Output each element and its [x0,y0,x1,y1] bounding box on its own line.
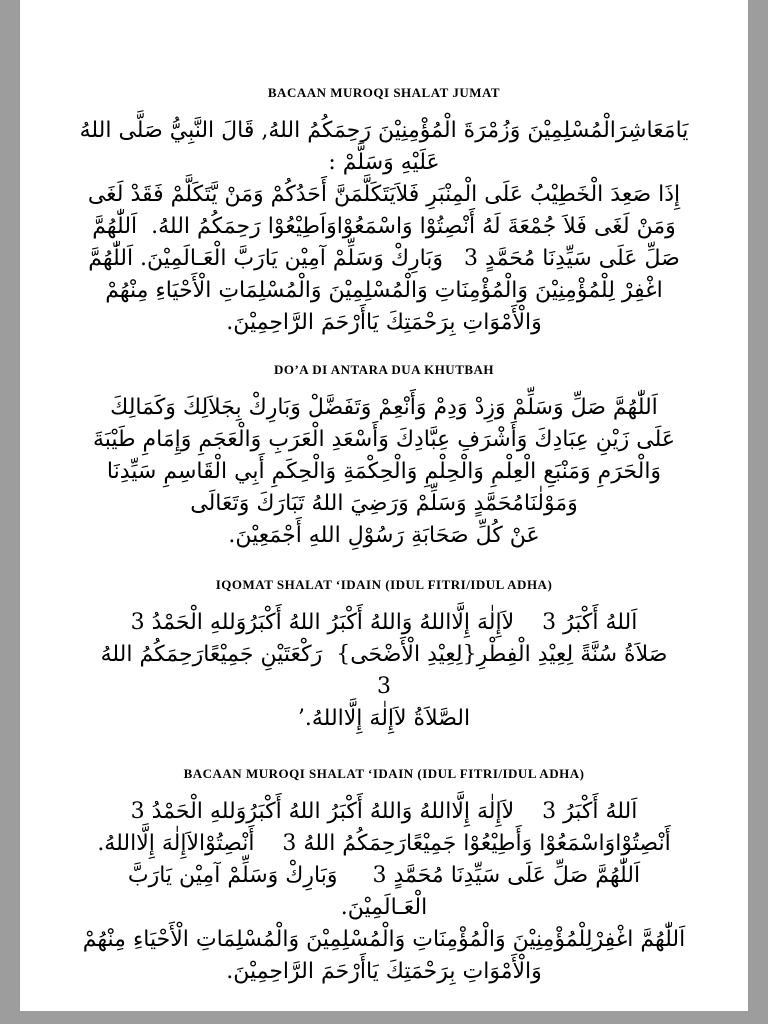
arabic-line: إِذَا صَعِدَ الْخَطِيْبُ عَلَى الْمِنْبَرِ فَلاَيَتَكَلَّمَنَّ أَحَدُكُمْ وَمَنْ يَّتَكَلَّمْ فَقَدْ لَغَى [87,182,681,207]
arabic-line: الْعَـالَمِيْنَ. [340,895,428,920]
arabic-line: وَالْأَمْوَاتِ بِرَحْمَتِكَ يَاأَرْحَمَ الرَّاحِمِيْنَ. [226,310,542,335]
arabic-line: اَللهُ أَكْبَرُ 3 لاَإِلٰهَ إِلَّااللهُ وَاللهُ أَكْبَرُ اللهُ أَكْبَرُوَللهِ الْحَمْدُ 3 [130,610,638,635]
arabic-line: يَامَعَاشِرَالْمُسْلِمِيْنَ وَزُمْرَةَ الْمُؤْمِنِيْنَ رَحِمَكُمُ اللهُ, قَالَ النَّبِيُّ صَلَّى اللهُ [79,118,689,143]
arabic-line: وَمَنْ لَغَى فَلاَ جُمْعَةَ لَهُ أَنْصِتُوْا وَاسْمَعُوْاوَاَطِيْعُوْا رَحِمَكُمُ اللهُ. اَللّٰهُمَّ [92,214,676,239]
section-doa-di-antara-dua-khutbah [62,361,706,552]
arabic-line: 3 [377,674,391,699]
section-bacaan-muroqi-shalat-idain [62,765,706,988]
arabic-line: عَنْ كُلِّ صَحَابَةِ رَسُوْلِ اللهِ أَجْمَعِيْنَ. [228,523,540,548]
right-page-gutter [748,0,768,1024]
arabic-line: وَالْأَمْوَاتِ بِرَحْمَتِكَ يَاأَرْحَمَ الرَّاحِمِيْنَ. [226,959,542,984]
section-heading: BACAAN MUROQI SHALAT JUMAT [267,85,501,100]
left-page-gutter [0,0,20,1024]
arabic-line: أَنْصِتُوْاوَاسْمَعُوْا وَأَطِيْعُوْا جَمِيْعًارَحِمَكُمُ اللهُ 3 أَنْصِتُوْالاَإِلٰهَ إِلَّااللهُ. [97,831,671,856]
arabic-line: اَللهُ أَكْبَرُ 3 لاَإِلٰهَ إِلَّااللهُ وَاللهُ أَكْبَرُ اللهُ أَكْبَرُوَللهِ الْحَمْدُ 3 [130,799,638,824]
arabic-line: عَلَى زَيْنِ عِبَادِكَ وَأَشْرَفِ عِبَّادِكَ وَأَسْعَدِ الْعَرَبِ وَالْعَجَمِ وَإِمَامِ طَيْبَةَ [92,427,676,452]
arabic-line: وَالْحَرَمِ وَمَنْبَعِ الْعِلْمِ وَالْحِلْمِ وَالْحِكْمَةِ وَالْحِكَمِ أَبِي الْقَاسِمِ سَيِّدِنَا [106,459,662,484]
section-iqomat-shalat-idain [62,576,706,735]
section-bacaan-muroqi-shalat-jumat [62,84,706,339]
arabic-line: الصَّلاَةُ لاَإِلٰهَ إِلَّااللهُ.’ [297,706,471,731]
arabic-line: صَلاَةُ سُنَّةً لِعِيْدِ الْفِطْرِ{لِعِيْدِ الْأَضْحَى} رَكْعَتَيْنِ جَمِيْعًارَحِمَكُمُ اللهُ [100,642,668,667]
section-heading: IQOMAT SHALAT ‘IDAIN (IDUL FITRI/IDUL ADHA) [215,577,553,592]
bottom-page-gutter [0,1011,768,1024]
section-heading: DO’A DI ANTARA DUA KHUTBAH [273,362,495,377]
arabic-line: اَللّٰهُمَّ صَلِّ وَسَلِّمْ وَزِدْ وَدِمْ وَأَنْعِمْ وَتَفَضَّلْ وَبَارِكْ بِجَلاَلِكَ وَكَمَالِكَ [110,395,658,420]
arabic-line: اَللّٰهُمَّ اغْفِرْلِلْمُؤْمِنِيْنَ وَالْمُؤْمِنَاتِ وَالْمُسْلِمِيْنَ وَالْمُسْلِمَاتِ الْأَحْيَاءِ مِنْهُمْ [82,927,686,952]
arabic-line: اغْفِرْ لِلْمُؤْمِنِيْنَ وَالْمُؤْمِنَاتِ وَالْمُسْلِمِيْنَ وَالْمُسْلِمَاتِ الْأَحْيَاءِ مِنْهُمْ [105,278,663,303]
document-page [20,0,748,1011]
arabic-line: وَمَوْلٰنَامُحَمَّدٍ وَسَلِّمْ وَرَضِيَ اللهُ تَبَارَكَ وَتَعَالَى [190,491,578,516]
arabic-line: صَلِّ عَلَى سَيِّدِنَا مُحَمَّدٍ 3 وَبَارِكْ وَسَلِّمْ آمِيْن يَارَبَّ الْعَـالَمِيْنَ. اَللّٰهُمَّ [88,246,680,271]
arabic-line: اَللّٰهُمَّ صَلِّ عَلَى سَيِّدِنَا مُحَمَّدٍ 3 وَبَارِكْ وَسَلِّمْ آمِيْن يَارَبَّ [127,863,641,888]
arabic-line: عَلَيْهِ وَسَلَّمْ : [328,150,440,175]
section-heading: BACAAN MUROQI SHALAT ‘IDAIN (IDUL FITRI/IDUL ADHA) [183,766,585,781]
